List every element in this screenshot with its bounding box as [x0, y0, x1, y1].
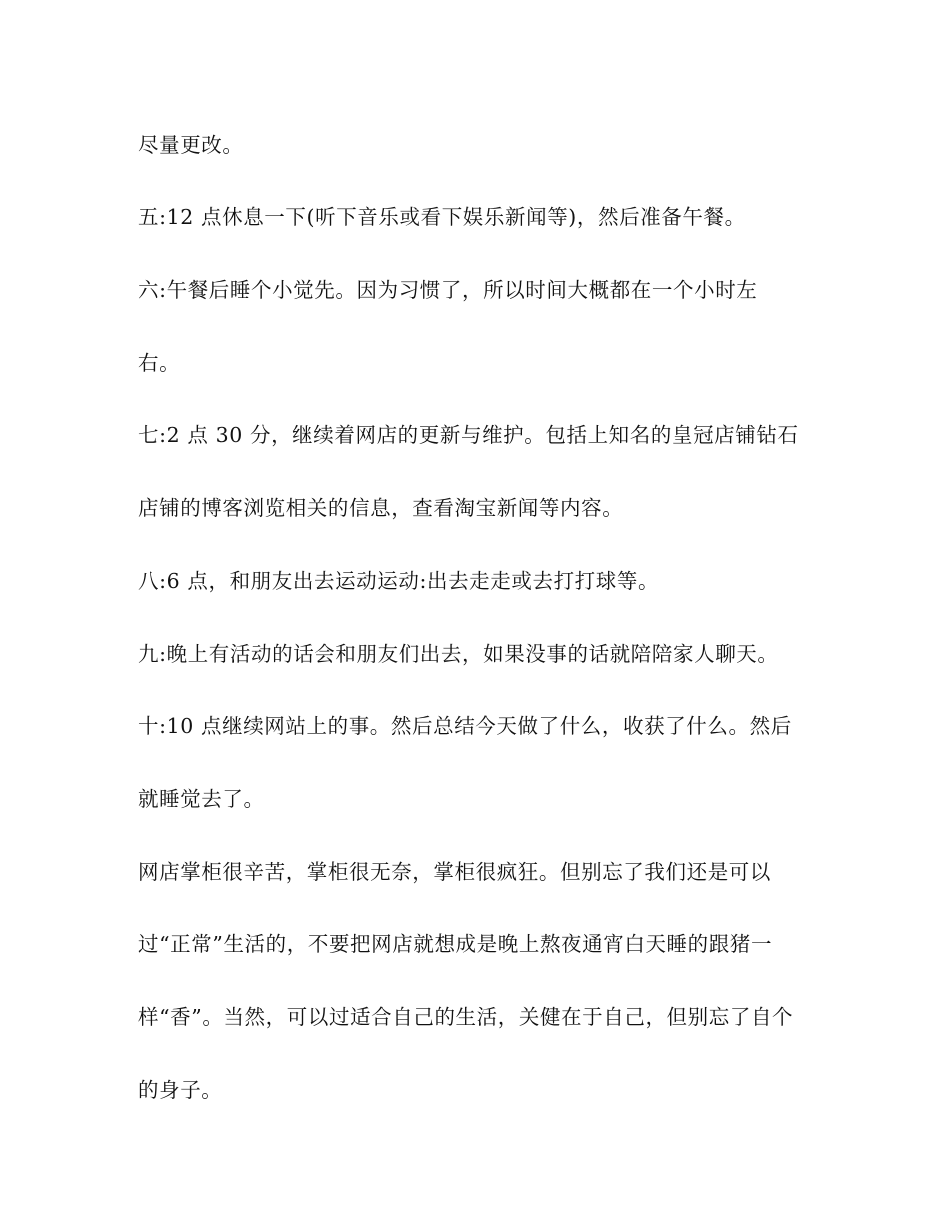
text-line-8: 九:晚上有活动的话会和朋友们出去，如果没事的话就陪陪家人聊天。	[138, 642, 779, 666]
text-line-10: 就睡觉去了。	[138, 787, 265, 811]
text-line-6: 店铺的博客浏览相关的信息，查看淘宝新闻等内容。	[138, 496, 624, 520]
text-line-7: 八:6 点，和朋友出去运动运动:出去走走或去打打球等。	[138, 569, 660, 593]
text-line-1: 尽量更改。	[138, 133, 244, 157]
text-line-12: 过“正常”生活的，不要把网店就想成是晚上熬夜通宵白天睡的跟猪一	[138, 932, 773, 956]
text-line-4: 右。	[138, 351, 181, 375]
text-line-13: 样“香”。当然，可以过适合自己的生活，关健在于自己，但别忘了自个	[138, 1005, 794, 1029]
text-line-11: 网店掌柜很辛苦，掌柜很无奈，掌柜很疯狂。但别忘了我们还是可以	[138, 860, 771, 884]
text-line-5: 七:2 点 30 分，继续着网店的更新与维护。包括上知名的皇冠店铺钻石	[138, 423, 799, 447]
text-line-3: 六:午餐后睡个小觉先。因为习惯了，所以时间大概都在一个小时左	[138, 278, 758, 302]
text-line-2: 五:12 点休息一下(听下音乐或看下娱乐新闻等)，然后准备午餐。	[138, 205, 746, 229]
text-line-14: 的身子。	[138, 1078, 223, 1102]
text-line-9: 十:10 点继续网站上的事。然后总结今天做了什么，收获了什么。然后	[138, 714, 792, 738]
